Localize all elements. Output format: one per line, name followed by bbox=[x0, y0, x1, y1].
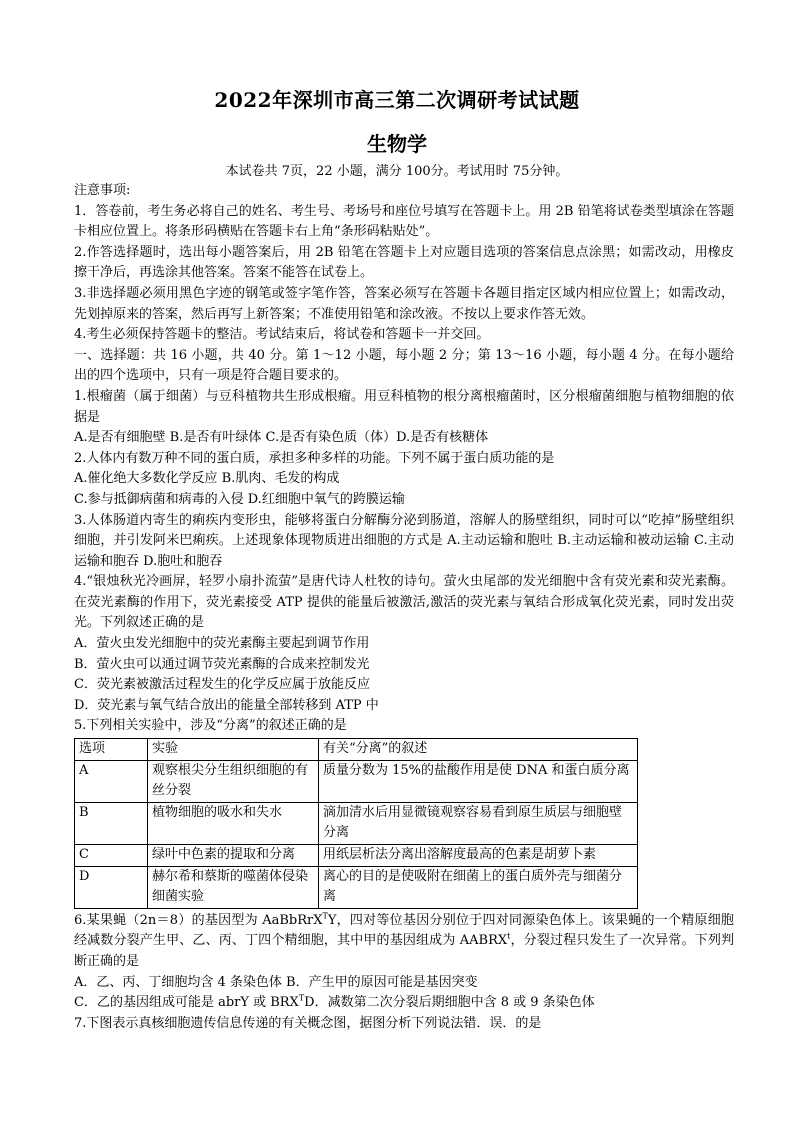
table-cell: 赫尔希和蔡斯的噬菌体侵染细菌实验 bbox=[148, 866, 319, 908]
table-row bbox=[75, 845, 638, 867]
table-row bbox=[75, 760, 638, 802]
question-4-stem: 4.“银烛秋光冷画屏，轻罗小扇扑流萤”是唐代诗人杜牧的诗句。萤火虫尾部的发光细胞中含有荧光素和荧光素酶。在荧光素酶的作用下，荧光素接受 ATP 提供的能量后被激活,激活的荧光素与氧结合形成氧化荧光素，同时发出荧光。下列叙述正确的是 bbox=[74, 574, 734, 631]
superscript: T bbox=[322, 911, 328, 921]
table-header: 选项 bbox=[75, 739, 148, 761]
table-cell: C bbox=[75, 845, 148, 867]
question-5-table bbox=[74, 738, 638, 909]
table-cell: 质量分数为 15%的盐酸作用是使 DNA 和蛋白质分离 bbox=[319, 760, 638, 802]
table-cell: 滴加清水后用显微镜观察容易看到原生质层与细胞壁分离 bbox=[319, 802, 638, 844]
table-cell: D bbox=[75, 866, 148, 908]
table-cell: 绿叶中色素的提取和分离 bbox=[148, 845, 319, 867]
question-3-stem: 3.人体肠道内寄生的痢疾内变形虫，能够将蛋白分解酶分泌到肠道，溶解人的肠壁组织，同时可以“吃掉”肠壁组织细胞，并引发阿米巴痢疾。上述现象体现物质进出细胞的方式是 A.主动运输和胞吐 B.主动运输和被动运输 C.主动运输和胞吞 D.胞吐和胞吞 bbox=[74, 512, 734, 569]
question-2-stem: 2.人体内有数万种不同的蛋白质，承担多种多样的功能。下列不属于蛋白质功能的是 bbox=[74, 450, 555, 466]
note-item: 3.非选择题必须用黑色字迹的钢笔或签字笔作答，答案必须写在答题卡各题目指定区域内相应位置上；如需改动，先划掉原来的答案，然后再写上新答案；不准使用铅笔和涂改液。不按以上要求作答无效。 bbox=[74, 285, 734, 322]
superscript: t bbox=[507, 932, 511, 942]
table-cell: 观察根尖分生组织细胞的有丝分裂 bbox=[148, 760, 319, 802]
note-item: 2.作答选择题时，选出每小题答案后，用 2B 铅笔在答题卡上对应题目选项的答案信息点涂黑；如需改动，用橡皮擦干净后，再选涂其他答案。答案不能答在试卷上。 bbox=[74, 244, 734, 281]
table-header: 实验 bbox=[148, 739, 319, 761]
table-header-row bbox=[75, 739, 638, 761]
table-header: 有关“分离”的叙述 bbox=[319, 739, 638, 761]
section-intro: 一、选择题：共 16 小题，共 40 分。第 1～12 小题，每小题 2 分；第 13～16 小题，每小题 4 分。在每小题给出的四个选项中，只有一项是符合题目要求的。 bbox=[74, 347, 734, 384]
exam-content bbox=[74, 181, 734, 1034]
question-6-options: A．乙、丙、丁细胞均含 4 条染色体 B．产生甲的原因可能是基因突变 bbox=[74, 974, 478, 990]
question-6-option-part: D．减数第二次分裂后期细胞中含 8 或 9 条染色体 bbox=[304, 995, 595, 1011]
question-4-option: D．荧光素与氧气结合放出的能量全部转移到 ATP 中 bbox=[74, 697, 379, 713]
question-4-option: A．萤火虫发光细胞中的荧光素酶主要起到调节作用 bbox=[74, 636, 370, 652]
question-4-option: C．荧光素被激活过程发生的化学反应属于放能反应 bbox=[74, 677, 370, 693]
question-6-stem-part: 6.某果蝇（2n＝8）的基因型为 AaBbRrX bbox=[74, 912, 323, 928]
note-item: 4.考生必须保持答题卡的整洁。考试结束后，将试卷和答题卡一并交回。 bbox=[74, 327, 490, 343]
table-row bbox=[75, 866, 638, 908]
table-cell: B bbox=[75, 802, 148, 844]
question-2-options: C.参与抵御病菌和病毒的入侵 D.红细胞中氧气的跨膜运输 bbox=[74, 491, 405, 507]
superscript: T bbox=[298, 993, 305, 1003]
question-6-stem bbox=[74, 911, 734, 973]
question-1-options: A.是否有细胞壁 B.是否有叶绿体 C.是否有染色质（体）D.是否有核糖体 bbox=[74, 430, 489, 446]
exam-meta: 本试卷共 7页，22 小题，满分 100分。考试用时 75分钟。 bbox=[225, 164, 569, 179]
question-2-options: A.催化绝大多数化学反应 B.肌肉、毛发的构成 bbox=[74, 471, 340, 487]
table-cell: 植物细胞的吸水和失水 bbox=[148, 802, 319, 844]
question-5-stem: 5.下列相关实验中，涉及“分离”的叙述正确的是 bbox=[74, 718, 347, 734]
notes-heading: 注意事项: bbox=[74, 183, 131, 198]
question-6-option-part: C．乙的基因组成可能是 abrY 或 BRX bbox=[74, 995, 299, 1011]
table-cell: A bbox=[75, 760, 148, 802]
question-6-options bbox=[74, 993, 734, 1014]
note-item: 1．答卷前，考生务必将自己的姓名、考生号、考场号和座位号填写在答题卡上。用 2B 铅笔将试卷类型填涂在答题卡相应位置上。将条形码横贴在答题卡右上角“条形码粘贴处”。 bbox=[74, 203, 734, 240]
question-6-stem-part: ，分裂过程只发生了一次异常。下列判断正确的是 bbox=[74, 933, 734, 969]
question-4-option: B．萤火虫可以通过调节荧光素酶的合成来控制发光 bbox=[74, 656, 370, 672]
table-cell: 离心的目的是使吸附在细菌上的蛋白质外壳与细菌分离 bbox=[319, 866, 638, 908]
page-title: 2022年深圳市高三第二次调研考试试题 bbox=[214, 88, 580, 112]
subject-title: 生物学 bbox=[367, 132, 427, 156]
question-7-stem: 7.下图表示真核细胞遗传信息传递的有关概念图，据图分析下列说法错．误．的是 bbox=[74, 1015, 542, 1031]
table-cell: 用纸层析法分离出溶解度最高的色素是胡萝卜素 bbox=[319, 845, 638, 867]
question-6-stem-part: Y，四对等位基因分别位于四对同源染色体上。该果蝇的一个精原细胞经减数分裂产生甲、乙、丙、丁四个精细胞，其中甲的基因组成为 AABRX bbox=[74, 912, 734, 949]
question-1-stem: 1.根瘤菌（属于细菌）与豆科植物共生形成根瘤。用豆科植物的根分离根瘤菌时，区分根瘤菌细胞与植物细胞的依据是 bbox=[74, 388, 734, 425]
table-row bbox=[75, 802, 638, 844]
